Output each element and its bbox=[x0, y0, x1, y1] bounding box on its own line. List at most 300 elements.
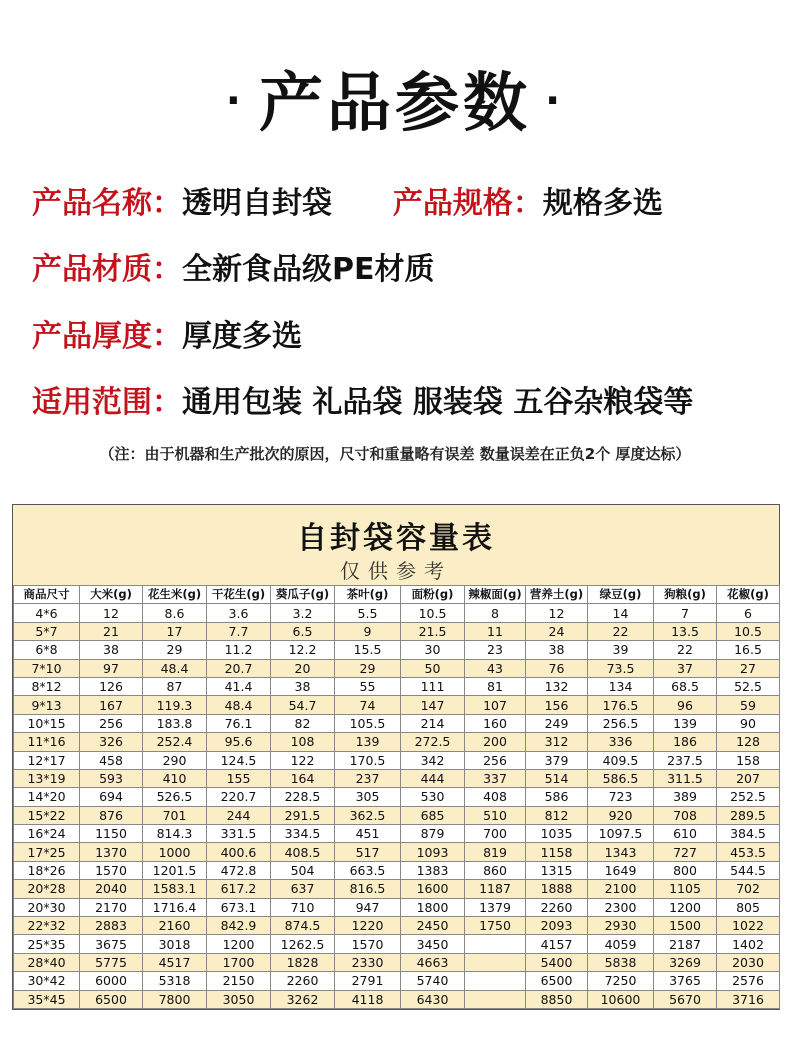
table-cell: 860 bbox=[465, 861, 526, 879]
column-header: 茶叶(g) bbox=[335, 586, 401, 604]
table-cell: 1105 bbox=[654, 880, 717, 898]
table-row bbox=[14, 696, 780, 714]
table-cell: 68.5 bbox=[654, 677, 717, 695]
table-cell: 2170 bbox=[80, 898, 143, 916]
table-cell: 1158 bbox=[526, 843, 588, 861]
table-cell: 5318 bbox=[143, 972, 207, 990]
table-cell: 73.5 bbox=[588, 659, 654, 677]
table-cell: 444 bbox=[401, 769, 465, 787]
table-row bbox=[14, 751, 780, 769]
table-cell: 81 bbox=[465, 677, 526, 695]
table-cell: 874.5 bbox=[271, 917, 335, 935]
size-cell: 35*45 bbox=[14, 990, 80, 1008]
table-cell: 1315 bbox=[526, 861, 588, 879]
table-cell: 111 bbox=[401, 677, 465, 695]
size-cell: 10*15 bbox=[14, 714, 80, 732]
table-cell: 1097.5 bbox=[588, 825, 654, 843]
table-cell: 24 bbox=[526, 622, 588, 640]
table-cell: 1220 bbox=[335, 917, 401, 935]
size-cell: 20*30 bbox=[14, 898, 80, 916]
table-cell: 6430 bbox=[401, 990, 465, 1008]
table-cell: 2150 bbox=[207, 972, 271, 990]
table-cell: 12.2 bbox=[271, 641, 335, 659]
table-cell: 1200 bbox=[207, 935, 271, 953]
table-cell: 1262.5 bbox=[271, 935, 335, 953]
column-header: 葵瓜子(g) bbox=[271, 586, 335, 604]
table-cell: 3269 bbox=[654, 953, 717, 971]
table-cell: 5.5 bbox=[335, 604, 401, 622]
table-cell: 2330 bbox=[335, 953, 401, 971]
thickness-label: 产品厚度： bbox=[32, 319, 182, 354]
table-subtitle: 仅供参考 bbox=[340, 559, 452, 583]
table-cell: 76 bbox=[526, 659, 588, 677]
table-row bbox=[14, 972, 780, 990]
usage-value: 通用包装 礼品袋 服装袋 五谷杂粮袋等 bbox=[182, 385, 694, 420]
table-cell: 3018 bbox=[143, 935, 207, 953]
table-title: 自封袋容量表 bbox=[297, 521, 495, 556]
size-cell: 17*25 bbox=[14, 843, 80, 861]
table-cell: 510 bbox=[465, 806, 526, 824]
table-cell: 1370 bbox=[80, 843, 143, 861]
table-cell: 2930 bbox=[588, 917, 654, 935]
table-cell: 244 bbox=[207, 806, 271, 824]
size-cell: 15*22 bbox=[14, 806, 80, 824]
product-params-section bbox=[0, 0, 790, 490]
table-cell: 10.5 bbox=[401, 604, 465, 622]
table-cell: 39 bbox=[588, 641, 654, 659]
name-label: 产品名称： bbox=[32, 186, 182, 221]
table-cell: 290 bbox=[143, 751, 207, 769]
table-row bbox=[14, 935, 780, 953]
table-cell: 408.5 bbox=[271, 843, 335, 861]
table-cell: 6500 bbox=[80, 990, 143, 1008]
table-cell: 5400 bbox=[526, 953, 588, 971]
spec-line-thickness bbox=[32, 311, 302, 355]
table-cell: 48.4 bbox=[207, 696, 271, 714]
table-cell: 311.5 bbox=[654, 769, 717, 787]
table-cell: 2260 bbox=[526, 898, 588, 916]
table-cell: 409.5 bbox=[588, 751, 654, 769]
table-cell: 21.5 bbox=[401, 622, 465, 640]
table-cell: 124.5 bbox=[207, 751, 271, 769]
table-cell: 96 bbox=[654, 696, 717, 714]
table-cell: 164 bbox=[271, 769, 335, 787]
table-cell: 1700 bbox=[207, 953, 271, 971]
table-cell: 458 bbox=[80, 751, 143, 769]
table-cell: 2030 bbox=[717, 953, 780, 971]
table-cell: 55 bbox=[335, 677, 401, 695]
table-cell: 50 bbox=[401, 659, 465, 677]
size-cell: 4*6 bbox=[14, 604, 80, 622]
table-cell: 3675 bbox=[80, 935, 143, 953]
spec-value: 规格多选 bbox=[542, 186, 663, 221]
table-cell: 920 bbox=[588, 806, 654, 824]
size-cell: 8*12 bbox=[14, 677, 80, 695]
table-cell: 337 bbox=[465, 769, 526, 787]
spec-line-usage bbox=[32, 377, 693, 421]
table-cell: 147 bbox=[401, 696, 465, 714]
table-cell: 8850 bbox=[526, 990, 588, 1008]
table-cell: 2040 bbox=[80, 880, 143, 898]
table-cell: 400.6 bbox=[207, 843, 271, 861]
table-row bbox=[14, 806, 780, 824]
size-cell: 9*13 bbox=[14, 696, 80, 714]
table-cell: 249 bbox=[526, 714, 588, 732]
table-cell: 305 bbox=[335, 788, 401, 806]
table-row bbox=[14, 953, 780, 971]
table-cell: 11 bbox=[465, 622, 526, 640]
table-cell: 514 bbox=[526, 769, 588, 787]
table-row bbox=[14, 990, 780, 1008]
table-cell: 8.6 bbox=[143, 604, 207, 622]
table-cell: 812 bbox=[526, 806, 588, 824]
spec-line-name bbox=[32, 178, 663, 222]
spec-line-material bbox=[32, 244, 434, 288]
table-cell: 139 bbox=[654, 714, 717, 732]
table-cell: 107 bbox=[465, 696, 526, 714]
table-cell: 10.5 bbox=[717, 622, 780, 640]
table-cell: 331.5 bbox=[207, 825, 271, 843]
table-cell: 673.1 bbox=[207, 898, 271, 916]
column-header: 商品尺寸 bbox=[14, 586, 80, 604]
table-cell: 2791 bbox=[335, 972, 401, 990]
table-cell: 21 bbox=[80, 622, 143, 640]
table-cell: 13.5 bbox=[654, 622, 717, 640]
table-cell: 842.9 bbox=[207, 917, 271, 935]
table-cell: 727 bbox=[654, 843, 717, 861]
table-cell bbox=[465, 953, 526, 971]
table-cell: 48.4 bbox=[143, 659, 207, 677]
table-cell: 4663 bbox=[401, 953, 465, 971]
table-cell: 800 bbox=[654, 861, 717, 879]
table-cell: 2300 bbox=[588, 898, 654, 916]
table-cell: 1649 bbox=[588, 861, 654, 879]
table-cell: 504 bbox=[271, 861, 335, 879]
table-cell: 1000 bbox=[143, 843, 207, 861]
table-cell: 82 bbox=[271, 714, 335, 732]
table-cell: 702 bbox=[717, 880, 780, 898]
spec-label: 产品规格： bbox=[392, 186, 543, 221]
table-cell: 334.5 bbox=[271, 825, 335, 843]
table-cell: 289.5 bbox=[717, 806, 780, 824]
table-cell: 220.7 bbox=[207, 788, 271, 806]
table-cell: 723 bbox=[588, 788, 654, 806]
table-cell: 326 bbox=[80, 733, 143, 751]
table-cell: 526.5 bbox=[143, 788, 207, 806]
table-cell: 87 bbox=[143, 677, 207, 695]
table-cell bbox=[465, 972, 526, 990]
table-cell: 312 bbox=[526, 733, 588, 751]
table-cell: 1150 bbox=[80, 825, 143, 843]
table-cell: 1383 bbox=[401, 861, 465, 879]
table-cell: 256 bbox=[80, 714, 143, 732]
table-cell: 272.5 bbox=[401, 733, 465, 751]
table-cell: 544.5 bbox=[717, 861, 780, 879]
table-cell: 14 bbox=[588, 604, 654, 622]
table-cell: 122 bbox=[271, 751, 335, 769]
table-cell: 517 bbox=[335, 843, 401, 861]
table-cell: 6 bbox=[717, 604, 780, 622]
table-cell: 54.7 bbox=[271, 696, 335, 714]
material-label: 产品材质： bbox=[32, 252, 182, 287]
table-cell: 336 bbox=[588, 733, 654, 751]
table-cell: 5670 bbox=[654, 990, 717, 1008]
size-cell: 30*42 bbox=[14, 972, 80, 990]
size-cell: 7*10 bbox=[14, 659, 80, 677]
table-cell: 139 bbox=[335, 733, 401, 751]
column-header: 干花生(g) bbox=[207, 586, 271, 604]
table-cell: 16.5 bbox=[717, 641, 780, 659]
table-cell: 59 bbox=[717, 696, 780, 714]
table-cell: 1800 bbox=[401, 898, 465, 916]
table-cell: 876 bbox=[80, 806, 143, 824]
table-cell: 15.5 bbox=[335, 641, 401, 659]
size-cell: 12*17 bbox=[14, 751, 80, 769]
thickness-value: 厚度多选 bbox=[182, 319, 302, 354]
table-cell: 43 bbox=[465, 659, 526, 677]
table-cell: 819 bbox=[465, 843, 526, 861]
material-value: 全新食品级PE材质 bbox=[182, 252, 435, 287]
table-cell: 814.3 bbox=[143, 825, 207, 843]
table-cell: 170.5 bbox=[335, 751, 401, 769]
table-cell: 9 bbox=[335, 622, 401, 640]
table-cell: 2576 bbox=[717, 972, 780, 990]
table-cell: 97 bbox=[80, 659, 143, 677]
table-cell: 586 bbox=[526, 788, 588, 806]
table-cell: 237.5 bbox=[654, 751, 717, 769]
table-cell: 1379 bbox=[465, 898, 526, 916]
table-cell: 701 bbox=[143, 806, 207, 824]
table-cell: 6500 bbox=[526, 972, 588, 990]
table-cell: 453.5 bbox=[717, 843, 780, 861]
table-cell: 5740 bbox=[401, 972, 465, 990]
table-cell: 1570 bbox=[80, 861, 143, 879]
table-cell: 29 bbox=[143, 641, 207, 659]
table-row bbox=[14, 917, 780, 935]
table-cell: 252.5 bbox=[717, 788, 780, 806]
table-cell: 586.5 bbox=[588, 769, 654, 787]
capacity-table-panel bbox=[12, 504, 780, 1010]
table-cell: 710 bbox=[271, 898, 335, 916]
table-cell: 7.7 bbox=[207, 622, 271, 640]
table-cell: 37 bbox=[654, 659, 717, 677]
size-cell: 25*35 bbox=[14, 935, 80, 953]
table-cell: 389 bbox=[654, 788, 717, 806]
table-cell: 27 bbox=[717, 659, 780, 677]
disclaimer-note: （注：由于机器和生产批次的原因，尺寸和重量略有误差 数量误差在正负2个 厚度达标） bbox=[99, 445, 691, 463]
table-cell: 342 bbox=[401, 751, 465, 769]
table-row bbox=[14, 843, 780, 861]
table-cell: 685 bbox=[401, 806, 465, 824]
size-cell: 11*16 bbox=[14, 733, 80, 751]
table-cell: 1402 bbox=[717, 935, 780, 953]
table-cell: 167 bbox=[80, 696, 143, 714]
table-cell: 8 bbox=[465, 604, 526, 622]
table-cell: 237 bbox=[335, 769, 401, 787]
table-cell: 1750 bbox=[465, 917, 526, 935]
table-cell: 379 bbox=[526, 751, 588, 769]
table-cell: 74 bbox=[335, 696, 401, 714]
table-cell: 126 bbox=[80, 677, 143, 695]
table-cell: 362.5 bbox=[335, 806, 401, 824]
table-cell: 7250 bbox=[588, 972, 654, 990]
table-cell: 22 bbox=[588, 622, 654, 640]
table-cell: 20 bbox=[271, 659, 335, 677]
table-cell: 186 bbox=[654, 733, 717, 751]
table-cell: 947 bbox=[335, 898, 401, 916]
table-row bbox=[14, 880, 780, 898]
table-cell: 1570 bbox=[335, 935, 401, 953]
table-cell: 76.1 bbox=[207, 714, 271, 732]
table-cell: 256.5 bbox=[588, 714, 654, 732]
table-cell: 128 bbox=[717, 733, 780, 751]
table-cell: 4059 bbox=[588, 935, 654, 953]
table-cell: 158 bbox=[717, 751, 780, 769]
table-cell: 408 bbox=[465, 788, 526, 806]
table-cell: 1888 bbox=[526, 880, 588, 898]
table-cell: 663.5 bbox=[335, 861, 401, 879]
table-cell: 3.6 bbox=[207, 604, 271, 622]
table-cell: 410 bbox=[143, 769, 207, 787]
table-cell: 29 bbox=[335, 659, 401, 677]
table-row bbox=[14, 641, 780, 659]
table-row bbox=[14, 622, 780, 640]
table-cell: 20.7 bbox=[207, 659, 271, 677]
table-row bbox=[14, 861, 780, 879]
table-header-row bbox=[14, 586, 780, 604]
column-header: 狗粮(g) bbox=[654, 586, 717, 604]
table-cell: 17 bbox=[143, 622, 207, 640]
table-cell: 256 bbox=[465, 751, 526, 769]
table-cell: 1583.1 bbox=[143, 880, 207, 898]
table-cell: 22 bbox=[654, 641, 717, 659]
table-cell bbox=[465, 935, 526, 953]
table-cell: 1200 bbox=[654, 898, 717, 916]
table-row bbox=[14, 788, 780, 806]
table-cell: 3765 bbox=[654, 972, 717, 990]
table-cell: 700 bbox=[465, 825, 526, 843]
table-cell: 105.5 bbox=[335, 714, 401, 732]
table-cell: 176.5 bbox=[588, 696, 654, 714]
table-row bbox=[14, 769, 780, 787]
column-header: 绿豆(g) bbox=[588, 586, 654, 604]
table-cell: 816.5 bbox=[335, 880, 401, 898]
table-cell: 472.8 bbox=[207, 861, 271, 879]
table-row bbox=[14, 733, 780, 751]
table-cell: 38 bbox=[80, 641, 143, 659]
table-row bbox=[14, 677, 780, 695]
table-cell: 3.2 bbox=[271, 604, 335, 622]
title-text: 产品参数 bbox=[259, 67, 531, 141]
table-cell: 1201.5 bbox=[143, 861, 207, 879]
table-cell: 6000 bbox=[80, 972, 143, 990]
size-cell: 22*32 bbox=[14, 917, 80, 935]
size-cell: 16*24 bbox=[14, 825, 80, 843]
table-cell: 207 bbox=[717, 769, 780, 787]
table-cell: 451 bbox=[335, 825, 401, 843]
table-cell: 384.5 bbox=[717, 825, 780, 843]
name-value: 透明自封袋 bbox=[182, 186, 332, 221]
table-cell: 5775 bbox=[80, 953, 143, 971]
table-cell: 1716.4 bbox=[143, 898, 207, 916]
table-cell: 1600 bbox=[401, 880, 465, 898]
table-cell: 52.5 bbox=[717, 677, 780, 695]
table-cell: 156 bbox=[526, 696, 588, 714]
table-cell: 200 bbox=[465, 733, 526, 751]
table-cell: 132 bbox=[526, 677, 588, 695]
table-cell: 1022 bbox=[717, 917, 780, 935]
table-cell: 10600 bbox=[588, 990, 654, 1008]
table-row bbox=[14, 604, 780, 622]
table-cell: 12 bbox=[526, 604, 588, 622]
table-cell: 805 bbox=[717, 898, 780, 916]
table-cell: 3262 bbox=[271, 990, 335, 1008]
table-cell: 11.2 bbox=[207, 641, 271, 659]
table-cell: 617.2 bbox=[207, 880, 271, 898]
table-cell: 38 bbox=[526, 641, 588, 659]
table-cell: 3050 bbox=[207, 990, 271, 1008]
table-cell: 3450 bbox=[401, 935, 465, 953]
table-row bbox=[14, 898, 780, 916]
table-cell: 4157 bbox=[526, 935, 588, 953]
table-cell: 879 bbox=[401, 825, 465, 843]
table-cell: 7800 bbox=[143, 990, 207, 1008]
size-cell: 13*19 bbox=[14, 769, 80, 787]
table-cell: 228.5 bbox=[271, 788, 335, 806]
table-cell: 119.3 bbox=[143, 696, 207, 714]
column-header: 辣椒面(g) bbox=[465, 586, 526, 604]
size-cell: 20*28 bbox=[14, 880, 80, 898]
page-title bbox=[0, 52, 790, 144]
table-cell: 6.5 bbox=[271, 622, 335, 640]
table-cell: 134 bbox=[588, 677, 654, 695]
table-cell: 530 bbox=[401, 788, 465, 806]
table-cell: 183.8 bbox=[143, 714, 207, 732]
table-row bbox=[14, 659, 780, 677]
table-cell: 5838 bbox=[588, 953, 654, 971]
table-cell: 3716 bbox=[717, 990, 780, 1008]
table-cell: 708 bbox=[654, 806, 717, 824]
table-cell: 4517 bbox=[143, 953, 207, 971]
table-cell: 2093 bbox=[526, 917, 588, 935]
table-cell: 90 bbox=[717, 714, 780, 732]
table-cell: 155 bbox=[207, 769, 271, 787]
column-header: 花生米(g) bbox=[143, 586, 207, 604]
table-cell: 95.6 bbox=[207, 733, 271, 751]
table-cell: 2100 bbox=[588, 880, 654, 898]
table-cell: 1343 bbox=[588, 843, 654, 861]
table-cell: 1500 bbox=[654, 917, 717, 935]
table-cell: 1035 bbox=[526, 825, 588, 843]
table-cell: 214 bbox=[401, 714, 465, 732]
table-cell: 4118 bbox=[335, 990, 401, 1008]
table-cell: 38 bbox=[271, 677, 335, 695]
size-cell: 18*26 bbox=[14, 861, 80, 879]
table-cell: 637 bbox=[271, 880, 335, 898]
column-header: 面粉(g) bbox=[401, 586, 465, 604]
title-dot-right: · bbox=[545, 78, 565, 125]
table-cell bbox=[465, 990, 526, 1008]
table-cell: 610 bbox=[654, 825, 717, 843]
table-cell: 2883 bbox=[80, 917, 143, 935]
table-cell: 23 bbox=[465, 641, 526, 659]
table-cell: 2450 bbox=[401, 917, 465, 935]
column-header: 花椒(g) bbox=[717, 586, 780, 604]
column-header: 大米(g) bbox=[80, 586, 143, 604]
table-cell: 593 bbox=[80, 769, 143, 787]
table-cell: 108 bbox=[271, 733, 335, 751]
table-cell: 291.5 bbox=[271, 806, 335, 824]
